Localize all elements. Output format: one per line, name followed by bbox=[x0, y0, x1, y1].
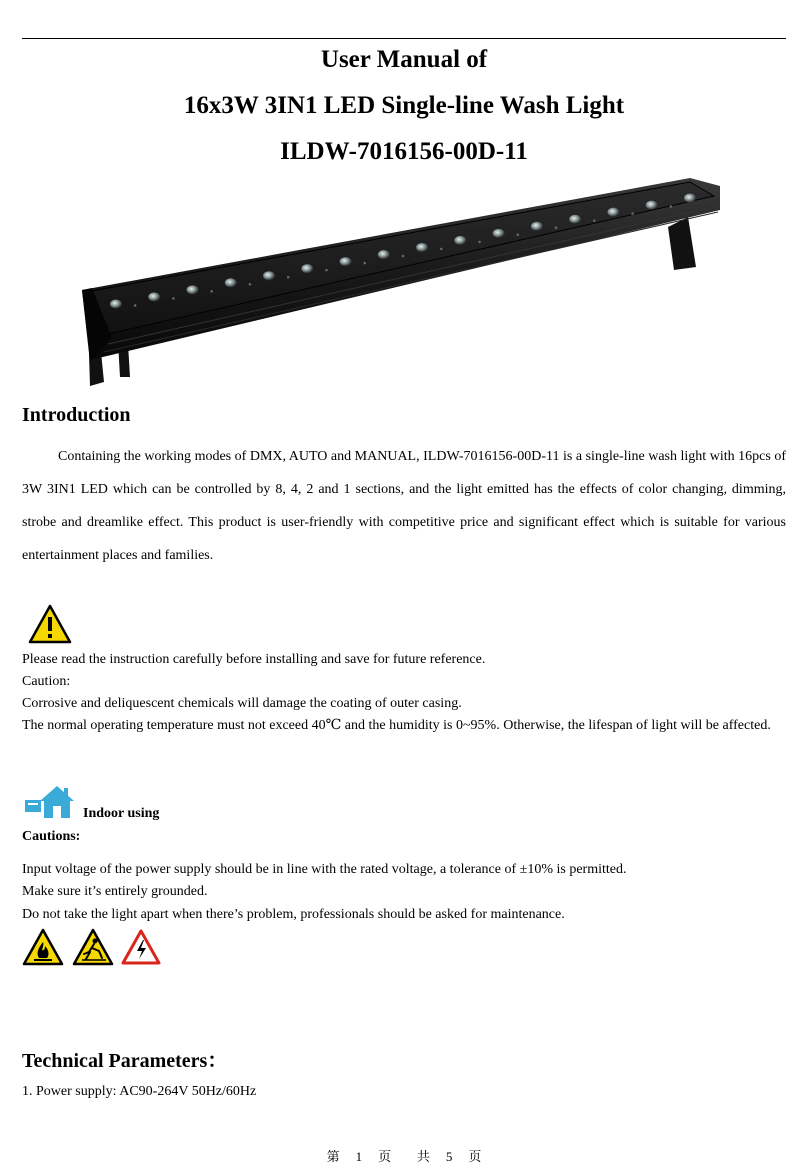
led-lens bbox=[225, 278, 237, 287]
indoor-house-icon bbox=[24, 784, 76, 820]
bar-screw bbox=[325, 269, 328, 272]
total-pages: 5 bbox=[445, 1149, 453, 1164]
caution-line-2: Make sure it’s entirely grounded. bbox=[22, 884, 208, 899]
led-lens bbox=[569, 215, 581, 224]
warning-line-1: Please read the instruction carefully before installing and save for future reference. bbox=[22, 652, 486, 667]
led-lens bbox=[684, 194, 696, 203]
led-lens bbox=[493, 229, 505, 238]
bar-screw bbox=[631, 212, 634, 215]
manual-title: User Manual of bbox=[320, 46, 488, 73]
footer-text: 第 bbox=[326, 1149, 340, 1164]
bar-screw bbox=[402, 255, 405, 258]
technical-parameters-heading: Technical Parameters： bbox=[22, 1050, 228, 1072]
bar-screw bbox=[517, 234, 520, 237]
indoor-using-label: Indoor using bbox=[83, 806, 160, 821]
warning-line-3: Corrosive and deliquescent chemicals will damage the coating of outer casing. bbox=[22, 696, 462, 711]
caution-label: Caution: bbox=[22, 674, 71, 689]
bar-screw bbox=[287, 276, 290, 279]
bar-screw bbox=[555, 226, 558, 229]
bar-screw bbox=[593, 219, 596, 222]
bar-screw bbox=[210, 290, 213, 293]
bar-screw bbox=[670, 205, 673, 208]
model-number: ILDW-7016156-00D-11 bbox=[280, 138, 528, 165]
led-lens bbox=[454, 236, 466, 245]
bar-screw bbox=[172, 297, 175, 300]
footer-text: 页 bbox=[378, 1149, 392, 1164]
introduction-paragraph bbox=[22, 440, 786, 572]
warning-line-4: The normal operating temperature must not exceed 40℃ and the humidity is 0~95%. Otherwise, the lifespan of light will be affected. bbox=[22, 718, 771, 733]
bar-screw bbox=[478, 241, 481, 244]
warning-triangle-icon bbox=[28, 604, 72, 644]
led-lens bbox=[301, 264, 313, 273]
footer-text: 页 bbox=[468, 1149, 482, 1164]
introduction-text: Containing the working modes of DMX, AUTO and MANUAL, ILDW-7016156-00D-11 is a single-line wash light with 16pcs of 3W 3IN1 LED which can be controlled by 8, 4, 2 and 1 sections, and the light emitted has the effects of color changing, dimming, strobe and dreamlike effect. This product is user-friendly with competitive price and significant effect which is suitable for various entertainment places and families. bbox=[22, 449, 786, 563]
bar-screw bbox=[363, 262, 366, 265]
electric-shock-icon bbox=[120, 928, 162, 966]
header-rule bbox=[22, 38, 786, 39]
led-lens bbox=[646, 201, 658, 210]
caution-line-1: Input voltage of the power supply should be in line with the rated voltage, a tolerance of ±10% is permitted. bbox=[22, 862, 627, 877]
led-lens bbox=[110, 300, 122, 309]
power-supply-item: 1. Power supply: AC90-264V 50Hz/60Hz bbox=[22, 1084, 257, 1099]
led-lens bbox=[378, 250, 390, 259]
bar-screw bbox=[440, 248, 443, 251]
led-lens bbox=[340, 257, 352, 266]
caution-line-3: Do not take the light apart when there’s problem, professionals should be asked for maintenance. bbox=[22, 907, 565, 922]
led-lens bbox=[148, 292, 160, 301]
led-lens bbox=[531, 222, 543, 231]
slip-hazard-icon bbox=[72, 928, 114, 966]
led-lens bbox=[263, 271, 275, 280]
flammable-warning-icon bbox=[22, 928, 64, 966]
led-lens bbox=[607, 208, 619, 217]
bar-screw bbox=[134, 304, 137, 307]
page-number: 1 bbox=[355, 1149, 363, 1164]
introduction-heading: Introduction bbox=[22, 404, 131, 426]
led-lens bbox=[187, 285, 199, 294]
led-lens bbox=[416, 243, 428, 252]
product-name: 16x3W 3IN1 LED Single-line Wash Light bbox=[183, 92, 625, 119]
footer-text: 共 bbox=[416, 1149, 430, 1164]
product-image bbox=[78, 172, 726, 392]
cautions-title: Cautions: bbox=[22, 829, 81, 844]
page-footer bbox=[0, 1146, 808, 1165]
bar-screw bbox=[249, 283, 252, 286]
